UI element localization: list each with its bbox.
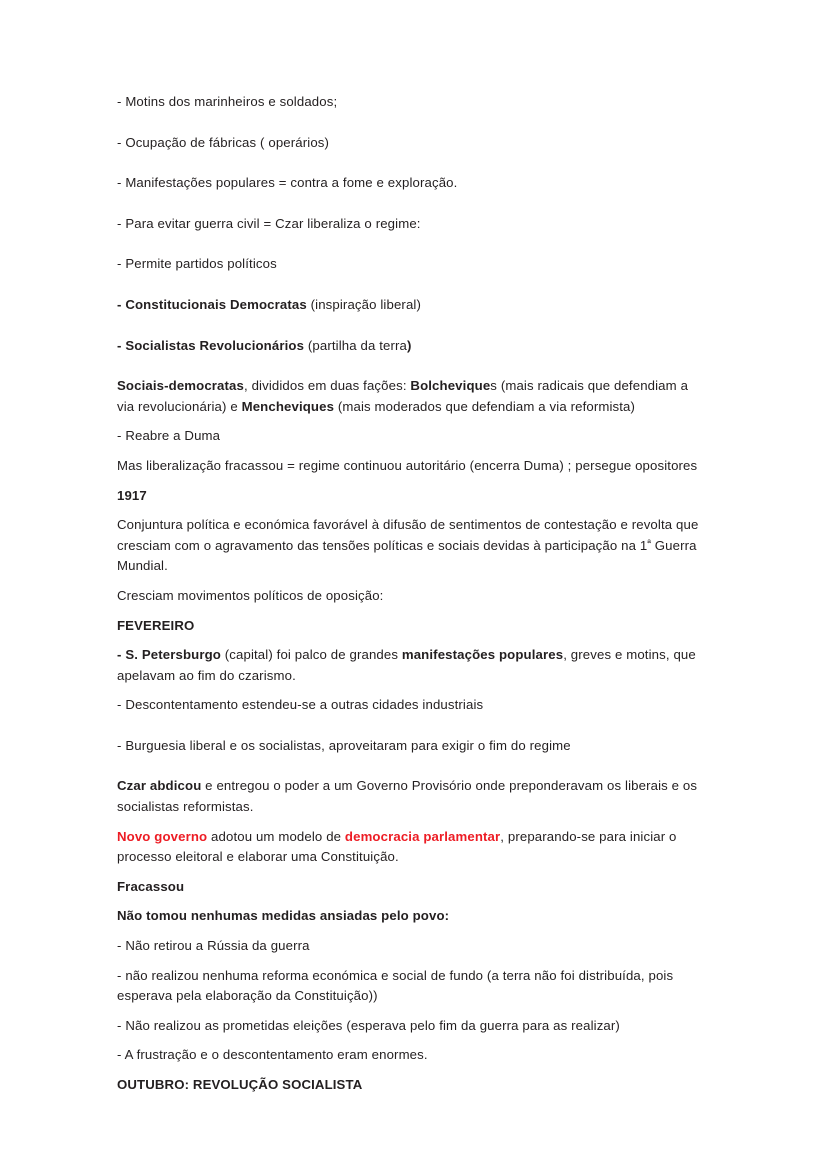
- text-run: adotou um modelo de: [207, 828, 345, 844]
- text-run: - S. Petersburgo: [117, 647, 221, 663]
- text-run: - Não retirou a Rússia da guerra: [117, 938, 310, 954]
- text-run: - Reabre a Duma: [117, 428, 221, 444]
- text-run: Czar abdicou: [117, 778, 202, 794]
- bullet-frustracao: [117, 1045, 702, 1066]
- heading-1917: [117, 486, 702, 507]
- text-run: Cresciam movimentos políticos de oposição:: [117, 587, 384, 603]
- bullet-evitar-guerra-civil: [117, 214, 702, 235]
- text-run: Novo governo: [117, 828, 208, 844]
- text-run: (partilha da terra: [304, 337, 407, 353]
- bullet-motins: [117, 92, 702, 113]
- bullet-socialistas-revolucionarios: [117, 336, 702, 357]
- text-run: - não realizou nenhuma reforma económica e social de fundo (a terra não foi distribuída, pois esperava pela elaboração da Constituição)): [117, 967, 674, 1004]
- text-run: - Para evitar guerra civil = Czar liberaliza o regime:: [117, 215, 421, 231]
- bullet-permite-partidos: [117, 254, 702, 275]
- bullet-nao-retirou-russia: [117, 936, 702, 957]
- text-run: e entregou o poder a um Governo Provisório onde preponderavam os liberais e os socialistas reformistas.: [117, 778, 698, 815]
- text-run: Sociais-democratas: [117, 378, 244, 394]
- document-body: [117, 92, 702, 1096]
- text-run: - Ocupação de fábricas ( operários): [117, 134, 330, 150]
- text-run: Guerra Mundial.: [117, 537, 697, 574]
- text-run: democracia parlamentar: [344, 828, 501, 844]
- heading-outubro: [117, 1075, 702, 1096]
- paragraph-novo-governo: [117, 827, 702, 868]
- paragraph-movimentos-oposicao: [117, 586, 702, 607]
- text-run: FEVEREIRO: [117, 617, 195, 633]
- text-run: Bolchevique: [410, 378, 491, 394]
- text-run: (capital) foi palco de grandes: [220, 647, 402, 663]
- text-run: ): [407, 337, 412, 353]
- bullet-reabre-duma: [117, 426, 702, 447]
- text-run: - Motins dos marinheiros e soldados;: [117, 94, 338, 109]
- paragraph-sao-petersburgo: [117, 645, 702, 686]
- text-run: - Descontentamento estendeu-se a outras cidades industriais: [117, 697, 484, 713]
- text-run: - Manifestações populares = contra a fome e exploração.: [117, 175, 458, 191]
- text-run: Mas liberalização fracassou = regime continuou autoritário (encerra Duma) ; persegue opositores: [117, 457, 698, 473]
- bullet-ocupacao-fabricas: [117, 133, 702, 154]
- bullet-constitucionais-democratas: [117, 295, 702, 316]
- text-run: , divididos em duas fações:: [243, 378, 411, 394]
- text-run: ª: [647, 537, 651, 549]
- text-run: OUTUBRO: REVOLUÇÃO SOCIALISTA: [117, 1077, 363, 1092]
- text-run: , greves e motins, que apelavam ao fim do czarismo.: [117, 647, 696, 683]
- text-run: - Constitucionais Democratas: [117, 296, 307, 312]
- text-run: Fracassou: [117, 878, 185, 894]
- text-run: , preparando-se para iniciar o processo eleitoral e elaborar uma Constituição.: [117, 828, 677, 865]
- paragraph-czar-abdicou: [117, 776, 702, 817]
- text-run: - Burguesia liberal e os socialistas, aproveitaram para exigir o fim do regime: [117, 737, 571, 753]
- paragraph-liberalizacao-fracassou: [117, 456, 702, 477]
- text-run: s (mais radicais que defendiam a via revolucionária) e: [117, 378, 689, 414]
- text-run: Mencheviques: [241, 398, 335, 414]
- bullet-nao-eleicoes: [117, 1016, 702, 1037]
- text-run: Não tomou nenhumas medidas ansiadas pelo povo:: [117, 908, 450, 924]
- text-run: (mais moderados que defendiam a via reformista): [334, 398, 636, 414]
- heading-nao-tomou-medidas: [117, 906, 702, 927]
- text-run: - Não realizou as prometidas eleições (esperava pelo fim da guerra para as realizar): [117, 1017, 620, 1033]
- text-run: - Socialistas Revolucionários: [117, 337, 305, 353]
- text-run: 1917: [117, 487, 147, 503]
- heading-fevereiro: [117, 616, 702, 637]
- text-run: Conjuntura política e económica favorável à difusão de sentimentos de contestação e revolta que cresciam com o agravamento das tensões políticas e sociais devidas à participação na 1: [117, 517, 699, 553]
- paragraph-sociais-democratas: [117, 376, 702, 417]
- text-run: - Permite partidos políticos: [117, 256, 277, 272]
- bullet-nao-reforma-economica: [117, 966, 702, 1007]
- bullet-manifestacoes-populares: [117, 173, 702, 194]
- bullet-descontentamento-cidades: [117, 695, 702, 716]
- text-run: manifestações populares: [401, 647, 564, 663]
- paragraph-conjuntura: [117, 515, 702, 577]
- heading-fracassou: [117, 877, 702, 898]
- text-run: (inspiração liberal): [306, 296, 422, 312]
- bullet-burguesia-liberal: [117, 736, 702, 757]
- text-run: - A frustração e o descontentamento eram enormes.: [117, 1047, 428, 1063]
